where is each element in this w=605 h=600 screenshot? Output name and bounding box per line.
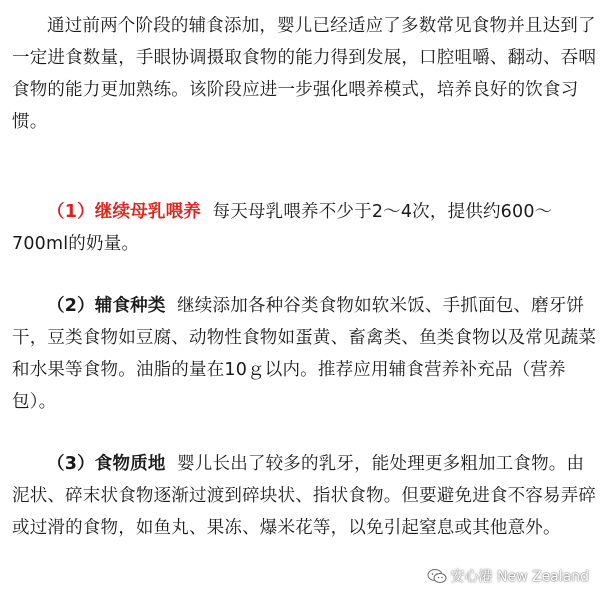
wechat-icon — [427, 568, 447, 584]
intro-paragraph: 通过前两个阶段的辅食添加，婴儿已经适应了多数常见食物并且达到了一定进食数量，手眼协调摄取食物的能力得到发展，口腔咀嚼、翻动、吞咽食物的能力更加熟练。该阶段应进一步强化喂养模式，培养良好的饮食习惯。 — [12, 16, 597, 132]
section-heading-food-texture: （3）食物质地 — [47, 454, 166, 474]
section-heading-food-types: （2）辅食种类 — [47, 296, 166, 316]
section-breastfeeding — [12, 196, 597, 260]
section-food-texture — [12, 448, 597, 544]
article-body — [12, 10, 597, 544]
watermark-text: 安心港 New Zealand — [450, 569, 589, 585]
section-food-types — [12, 290, 597, 418]
watermark — [427, 566, 589, 586]
section-heading-breastfeeding: （1）继续母乳喂养 — [47, 202, 201, 222]
section-body-food-types: 继续添加各种谷类食物如软米饭、手抓面包、磨牙饼干，豆类食物如豆腐、动物性食物如蛋黄、畜禽类、鱼类食物以及常见蔬菜和水果等食物。油脂的量在10ｇ以内。推荐应用辅食营养补充品（营养包）。 — [12, 296, 597, 412]
section-body-breastfeeding: 每天母乳喂养不少于2～4次，提供约600～700ml的奶量。 — [12, 202, 553, 254]
section-body-food-texture: 婴儿长出了较多的乳牙，能处理更多粗加工食物。由泥状、碎末状食物逐渐过渡到碎块状、指状食物。但要避免进食不容易弄碎或过滑的食物，如鱼丸、果冻、爆米花等，以免引起窒息或其他意外。 — [12, 454, 597, 538]
